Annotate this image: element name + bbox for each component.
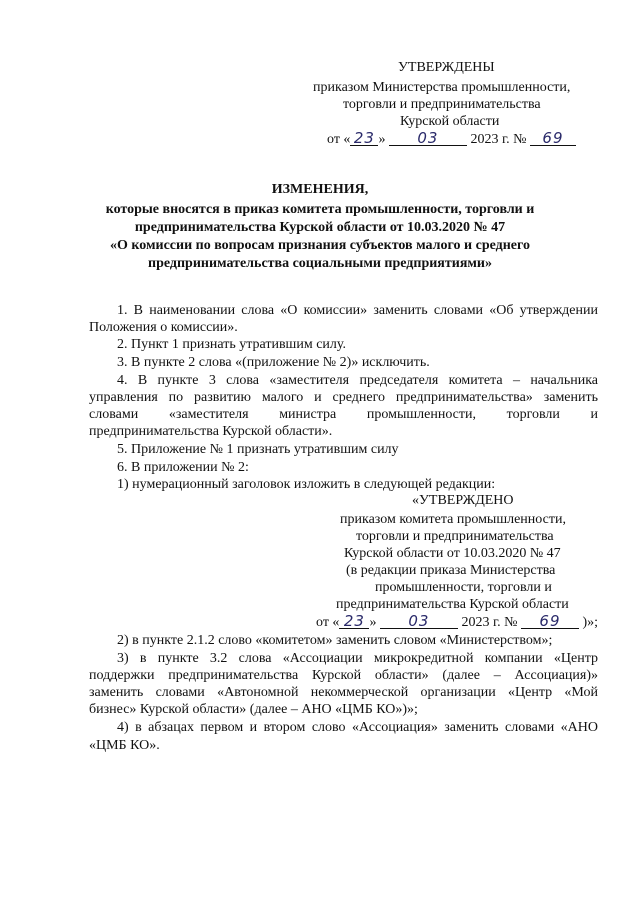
item-3: 3. В пункте 2 слова «(приложение № 2)» исключить. (117, 355, 430, 370)
subitem-3-line: 3) в пункте 3.2 слова «Ассоциации микрокредитной компании «Центр (117, 651, 598, 666)
item-4-line: предпринимательства Курской области». (89, 424, 333, 439)
quote-end: )»; (582, 615, 599, 630)
title-line: «О комиссии по вопросам признания субъектов малого и среднего (109, 238, 531, 253)
date-prefix: от « (327, 132, 351, 147)
quote-line: Курской области от 10.03.2020 № 47 (344, 546, 561, 561)
approval-line: торговли и предпринимательства (343, 97, 541, 112)
quote-line: (в редакции приказа Министерства (346, 563, 556, 578)
quote-line: предпринимательства Курской области (336, 597, 569, 612)
approval-date-line (327, 131, 576, 148)
date-quote-close: » (369, 615, 377, 630)
date-quote-close: » (378, 132, 386, 147)
item-4-line: 4. В пункте 3 слова «заместителя председателя комитета – начальника (117, 373, 598, 388)
handwritten-day: 23 (339, 614, 369, 629)
handwritten-number: 69 (521, 614, 579, 629)
quote-line: торговли и предпринимательства (356, 529, 554, 544)
quote-line: приказом комитета промышленности, (340, 512, 566, 527)
item-1-line: Положения о комиссии». (89, 320, 238, 335)
date-year: 2023 г. № (461, 615, 518, 630)
subitem-3-line: заменить словами «Автономной некоммерческой организации «Центр «Мой (89, 685, 598, 700)
quote-heading: «УТВЕРЖДЕНО (412, 493, 514, 508)
subitem-3-line: бизнес» Курской области» (далее – АНО «ЦМБ КО»)»; (89, 702, 418, 717)
title-line: предпринимательства Курской области от 10.03.2020 № 47 (134, 220, 506, 235)
quote-date-line (316, 614, 598, 631)
item-4-line: словами «заместителя министра промышленности, торговли и (89, 407, 598, 422)
subitem-2: 2) в пункте 2.1.2 слово «комитетом» заменить словом «Министерством»; (117, 633, 553, 648)
date-prefix: от « (316, 615, 340, 630)
title-line: предпринимательства социальными предприятиями» (148, 256, 492, 271)
subitem-4-line: «ЦМБ КО». (89, 738, 160, 753)
handwritten-number: 69 (530, 131, 576, 146)
title-line: которые вносятся в приказ комитета промышленности, торговли и (105, 202, 535, 217)
subitem-4-line: 4) в абзацах первом и втором слово «Ассоциация» заменить словами «АНО (117, 720, 598, 735)
item-5: 5. Приложение № 1 признать утратившим силу (117, 442, 399, 457)
item-2: 2. Пункт 1 признать утратившим силу. (117, 337, 346, 352)
handwritten-month: 03 (389, 131, 467, 146)
subitem-3-line: поддержки предпринимательства Курской области» (далее – Ассоциация)» (89, 668, 598, 683)
subitem-1: 1) нумерационный заголовок изложить в следующей редакции: (117, 477, 496, 492)
item-6: 6. В приложении № 2: (117, 460, 249, 475)
approval-line: приказом Министерства промышленности, (313, 80, 571, 95)
handwritten-day: 23 (350, 131, 378, 146)
item-4-line: управления по развитию малого и среднего предпринимательства» заменить (89, 390, 598, 405)
item-1-line: 1. В наименовании слова «О комиссии» заменить словами «Об утверждении (117, 303, 598, 318)
handwritten-month: 03 (380, 614, 458, 629)
document-title: ИЗМЕНЕНИЯ, (271, 182, 369, 197)
date-year: 2023 г. № (470, 132, 527, 147)
approval-line: Курской области (400, 114, 500, 129)
quote-line: промышленности, торговли и (375, 580, 552, 595)
approval-heading: УТВЕРЖДЕНЫ (398, 60, 495, 75)
